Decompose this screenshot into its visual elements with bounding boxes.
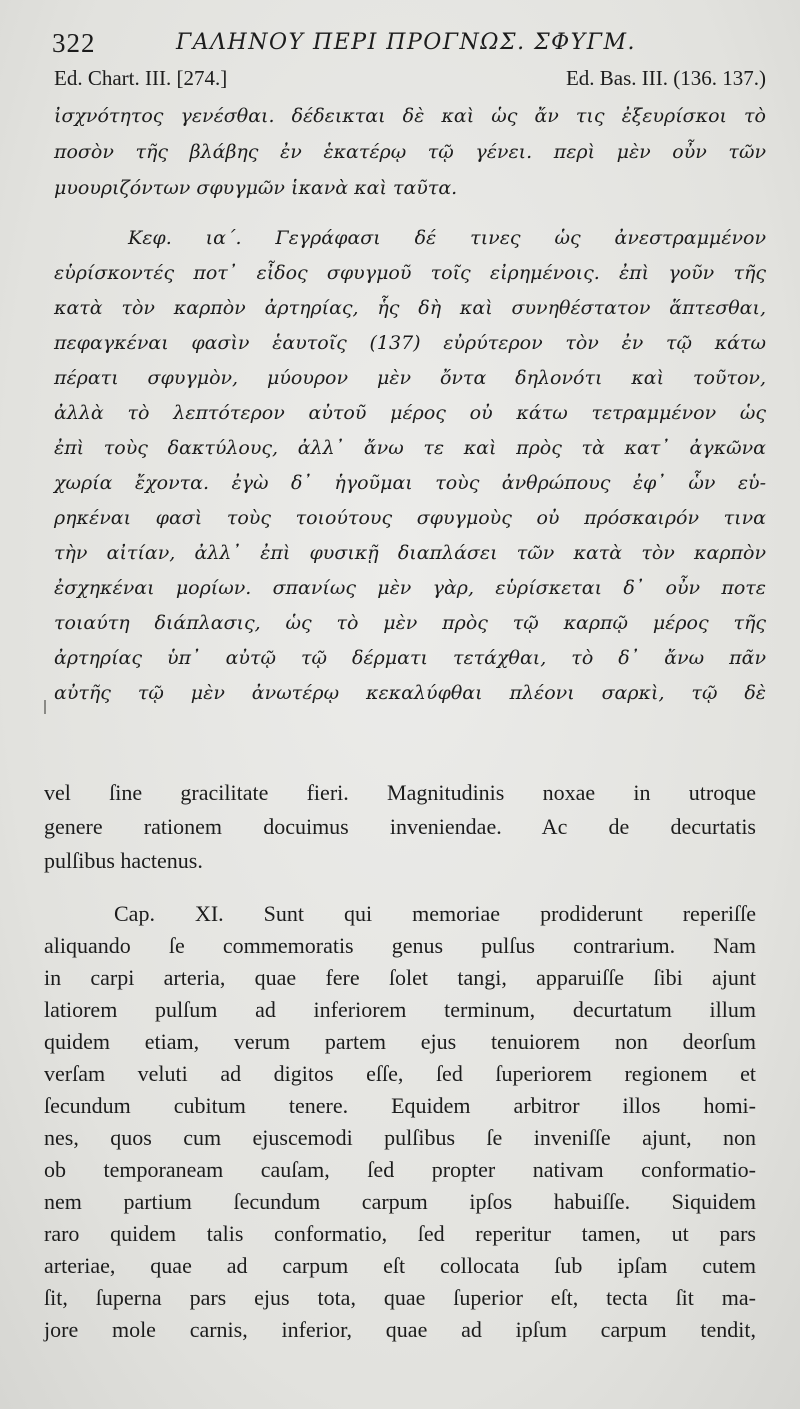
greek-line: χωρία ἔχοντα. ἐγὼ δ᾽ ἡγοῦμαι τοὺς ἀνθρώπους ἐφ᾽ ὧν εὑ- (54, 472, 766, 494)
latin-line: ſit, ſuperna pars ejus tota, quae ſuperior eſt, tecta ſit ma- (44, 1285, 756, 1310)
greek-line: αὐτῆς τῷ μὲν ἀνωτέρῳ κεκαλύφθαι πλέονι σαρκὶ, τῷ δὲ (54, 682, 766, 704)
latin-line: nes, quos cum ejuscemodi pulſibus ſe inveniſſe ajunt, non (44, 1125, 756, 1150)
greek-line: ἐπὶ τοὺς δακτύλους, ἀλλ᾽ ἄνω τε καὶ πρὸς τὰ κατ᾽ ἀγκῶνα (54, 437, 766, 459)
latin-line: quidem etiam, verum partem ejus tenuiorem non deorſum (44, 1029, 756, 1054)
latin-chapter-heading-line: Cap. XI. Sunt qui memoriae prodiderunt reperiſſe (114, 901, 756, 926)
latin-line: arteriae, quae ad carpum eſt collocata ſub ipſam cutem (44, 1253, 756, 1278)
greek-line: ἐσχηκέναι μορίων. σπανίως μὲν γὰρ, εὑρίσκεται δ᾽ οὖν ποτε (54, 577, 766, 599)
latin-line: nem partium ſecundum carpum ipſos habuiſſe. Siquidem (44, 1189, 756, 1214)
latin-line: ob temporaneam cauſam, ſed propter nativam conformatio- (44, 1157, 756, 1182)
greek-line: πέρατι σφυγμὸν, μύουρον μὲν ὄντα δηλονότι καὶ τοῦτον, (54, 367, 766, 389)
greek-line: ἀλλὰ τὸ λεπτότερον αὐτοῦ μέρος οὐ κάτω τετραμμένον ὡς (54, 402, 766, 424)
greek-chapter-heading-line: Κεφ. ια΄. Γεγράφασι δέ τινες ὡς ἀνεστραμμένον (128, 227, 766, 249)
greek-line: τοιαύτη διάπλασις, ὡς τὸ μὲν πρὸς τῷ καρπῷ μέρος τῆς (54, 612, 766, 634)
latin-line: jore mole carnis, inferior, quae ad ipſum carpum tendit, (44, 1317, 756, 1342)
greek-line: ἰσχνότητος γενέσθαι. δέδεικται δὲ καὶ ὡς ἄν τις ἐξευρίσκοι τὸ (54, 105, 766, 127)
latin-line: in carpi arteria, quae fere ſolet tangi, apparuiſſe ſibi ajunt (44, 965, 756, 990)
latin-line: genere rationem docuimus inveniendae. Ac de decurtatis (44, 814, 756, 839)
latin-line: vel ſine gracilitate fieri. Magnitudinis noxae in utroque (44, 780, 756, 805)
edition-reference-line (54, 66, 766, 96)
page-header (52, 24, 764, 64)
greek-line: κατὰ τὸν καρπὸν ἀρτηρίας, ἧς δὴ καὶ συνηθέστατον ἅπτεσθαι, (54, 297, 766, 319)
greek-line: ρηκέναι φασὶ τοὺς τοιούτους σφυγμοὺς οὐ πρόσκαιρόν τινα (54, 507, 766, 529)
latin-line: pulſibus hactenus. (44, 848, 203, 873)
greek-line: ἀρτηρίας ὑπ᾽ αὐτῷ τῷ δέρματι τετάχθαι, τὸ δ᾽ ἄνω πᾶν (54, 647, 766, 669)
edition-basel-ref: Ed. Bas. III. (136. 137.) (565, 66, 766, 90)
greek-line: ποσὸν τῆς βλάβης ἐν ἑκατέρῳ τῷ γένει. περὶ μὲν οὖν τῶν (54, 141, 766, 163)
gutter-mark (44, 700, 46, 714)
greek-line: μυουριζόντων σφυγμῶν ἱκανὰ καὶ ταῦτα. (54, 177, 458, 199)
edition-chartier-ref: Ed. Chart. III. [274.] (54, 66, 228, 90)
greek-line: τὴν αἰτίαν, ἀλλ᾽ ἐπὶ φυσικῇ διαπλάσει τῶν κατὰ τὸν καρπὸν (54, 542, 766, 564)
latin-line: ſecundum cubitum tenere. Equidem arbitror illos homi- (44, 1093, 756, 1118)
running-head: ΓΑΛΗΝΟΥ ΠΕΡΙ ΠΡΟΓΝΩΣ. ΣΦΥΓΜ. (176, 30, 636, 55)
latin-line: aliquando ſe commemoratis genus pulſus contrarium. Nam (44, 933, 756, 958)
latin-line: verſam veluti ad digitos eſſe, ſed ſuperiorem regionem et (44, 1061, 756, 1086)
latin-line: latiorem pulſum ad inferiorem terminum, decurtatum illum (44, 997, 756, 1022)
greek-line: εὑρίσκοντές ποτ᾽ εἶδος σφυγμοῦ τοῖς εἰρημένοις. ἐπὶ γοῦν τῆς (54, 262, 766, 284)
greek-line: πεφαγκέναι φασὶν ἑαυτοῖς (137) εὐρύτερον τὸν ἐν τῷ κάτω (54, 332, 766, 354)
latin-line: raro quidem talis conformatio, ſed reperitur tamen, ut pars (44, 1221, 756, 1246)
page-number: 322 (52, 28, 96, 58)
